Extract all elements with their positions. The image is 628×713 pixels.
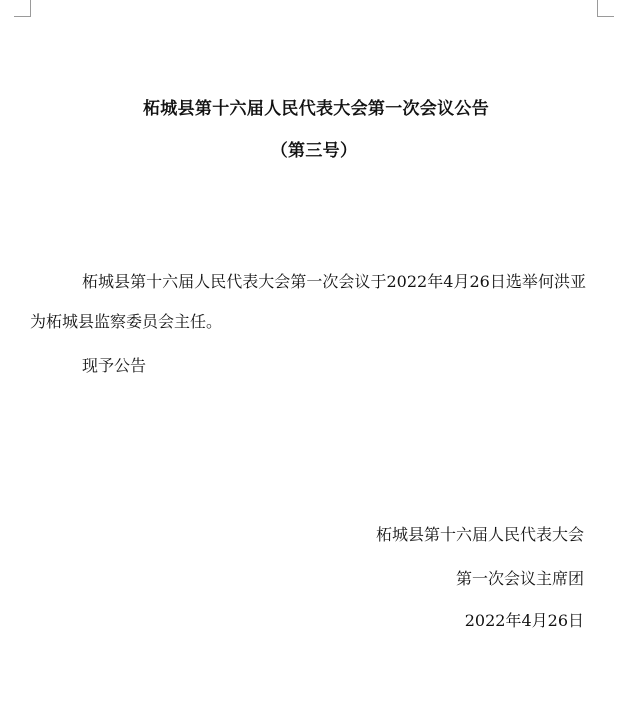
document-title: 柘城县第十六届人民代表大会第一次会议公告 <box>143 99 489 119</box>
signature-date: 2022年4月26日 <box>464 611 584 630</box>
page-corner-mark-left <box>14 0 31 17</box>
document-number: （第三号） <box>270 141 358 161</box>
signature-organization: 柘城县第十六届人民代表大会 <box>375 525 584 544</box>
announcement-closing: 现予公告 <box>82 356 147 375</box>
signature-presidium: 第一次会议主席团 <box>455 569 584 588</box>
announcement-paragraph: 柘城县第十六届人民代表大会第一次会议于2022年4月26日选举何洪亚为柘城县监察委员会主任。 <box>30 272 586 331</box>
page-corner-mark-right <box>597 0 614 17</box>
